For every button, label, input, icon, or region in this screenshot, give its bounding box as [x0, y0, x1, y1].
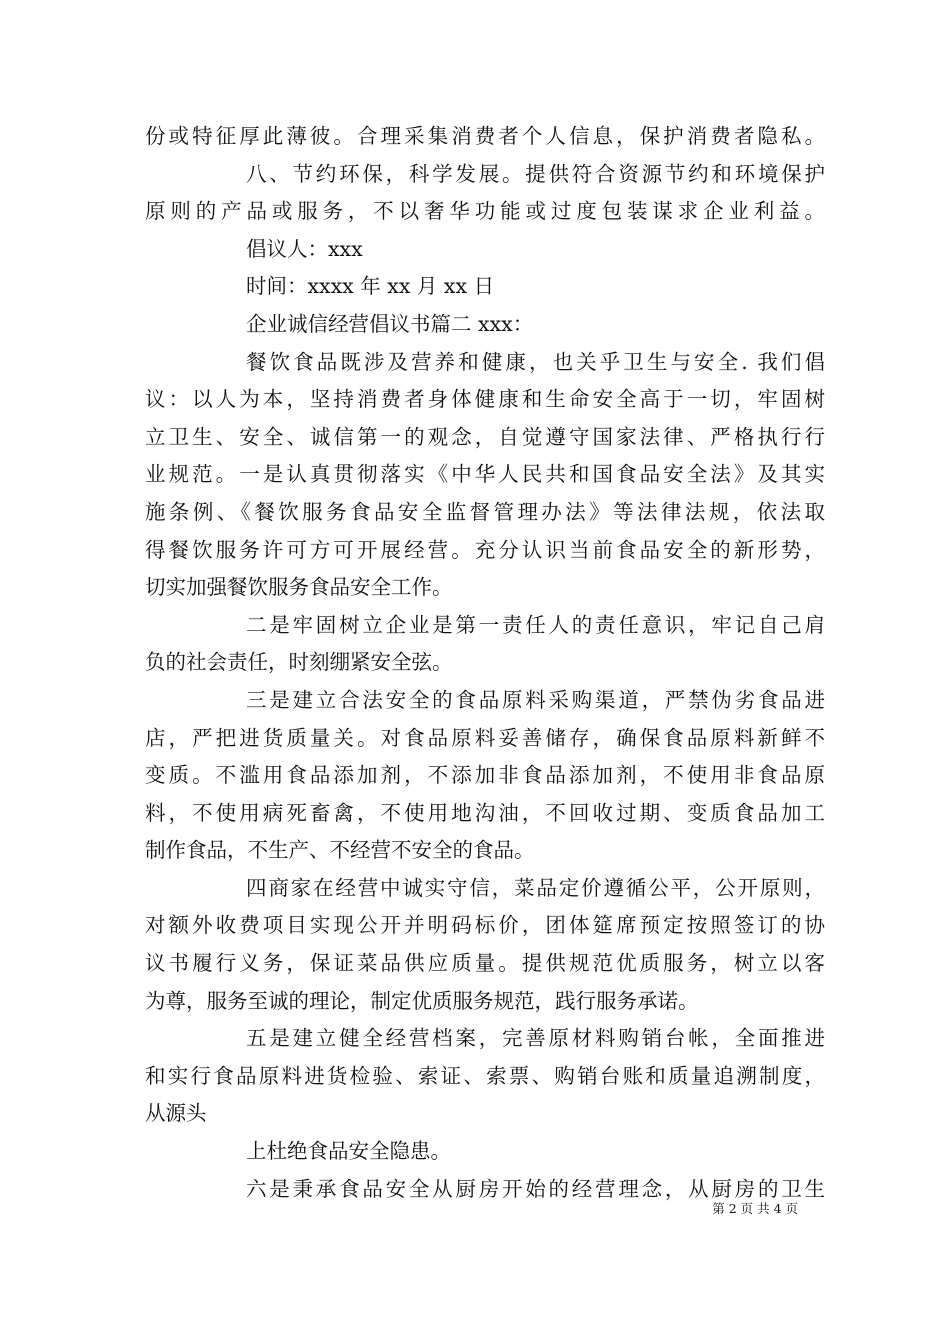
text-line: 从源头: [145, 1101, 207, 1126]
text-line: 二是牢固树立企业是第一责任人的责任意识，牢记自己肩: [246, 612, 825, 637]
section-heading: 企业诚信经营倡议书篇二 xxx：: [246, 311, 534, 336]
text-line: 料，不使用病死畜禽，不使用地沟油，不回收过期、变质食品加工: [145, 800, 825, 825]
text-line: 负的社会责任，时刻绷紧安全弦。: [145, 650, 453, 675]
text-line: 立卫生、安全、诚信第一的观念，自觉遵守国家法律、严格执行行: [145, 424, 825, 449]
signatory-line: 倡议人：xxx: [246, 236, 363, 261]
text-line: 议：以人为本，坚持消费者身体健康和生命安全高于一切，牢固树: [145, 387, 825, 412]
text-line: 餐饮食品既涉及营养和健康，也关乎卫生与安全. 我们倡: [246, 349, 825, 374]
page-number: 第 2 页 共 4 页: [712, 1201, 798, 1216]
text-line: 和实行食品原料进货检验、索证、索票、购销台账和质量追溯制度，: [145, 1063, 825, 1088]
text-line: 变质。不滥用食品添加剂，不添加非食品添加剂，不使用非食品原: [145, 763, 825, 788]
text-line: 原则的产品或服务，不以奢华功能或过度包装谋求企业利益。: [145, 199, 825, 224]
text-line: 六是秉承食品安全从厨房开始的经营理念，从厨房的卫生: [246, 1176, 825, 1201]
date-line: 时间：xxxx 年 xx 月 xx 日: [246, 274, 495, 299]
text-line: 店，严把进货质量关。对食品原料妥善储存，确保食品原料新鲜不: [145, 725, 825, 750]
text-line: 施条例、《餐饮服务食品安全监督管理办法》等法律法规，依法取: [145, 499, 825, 524]
text-line: 得餐饮服务许可方可开展经营。充分认识当前食品安全的新形势，: [145, 537, 825, 562]
text-line: 制作食品，不生产、不经营不安全的食品。: [145, 838, 535, 863]
text-line: 业规范。一是认真贯彻落实《中华人民共和国食品安全法》及其实: [145, 462, 825, 487]
text-line: 三是建立合法安全的食品原料采购渠道，严禁伪劣食品进: [246, 687, 825, 712]
text-line: 议书履行义务，保证菜品供应质量。提供规范优质服务，树立以客: [145, 951, 825, 976]
text-line: 为尊，服务至诚的理论，制定优质服务规范，践行服务承诺。: [145, 988, 699, 1013]
text-line: 五是建立健全经营档案，完善原材料购销台帐，全面推进: [246, 1026, 825, 1051]
text-line: 份或特征厚此薄彼。合理采集消费者个人信息，保护消费者隐私。: [145, 124, 825, 148]
text-line: 切实加强餐饮服务食品安全工作。: [145, 575, 453, 600]
document-body: [145, 118, 825, 1208]
text-line: 八、节约环保，科学发展。提供符合资源节约和环境保护: [246, 161, 825, 186]
text-line: 上杜绝食品安全隐患。: [246, 1139, 451, 1164]
text-line: 对额外收费项目实现公开并明码标价，团体筵席预定按照签订的协: [145, 913, 825, 938]
text-line: 四商家在经营中诚实守信，菜品定价遵循公平，公开原则，: [246, 875, 825, 900]
